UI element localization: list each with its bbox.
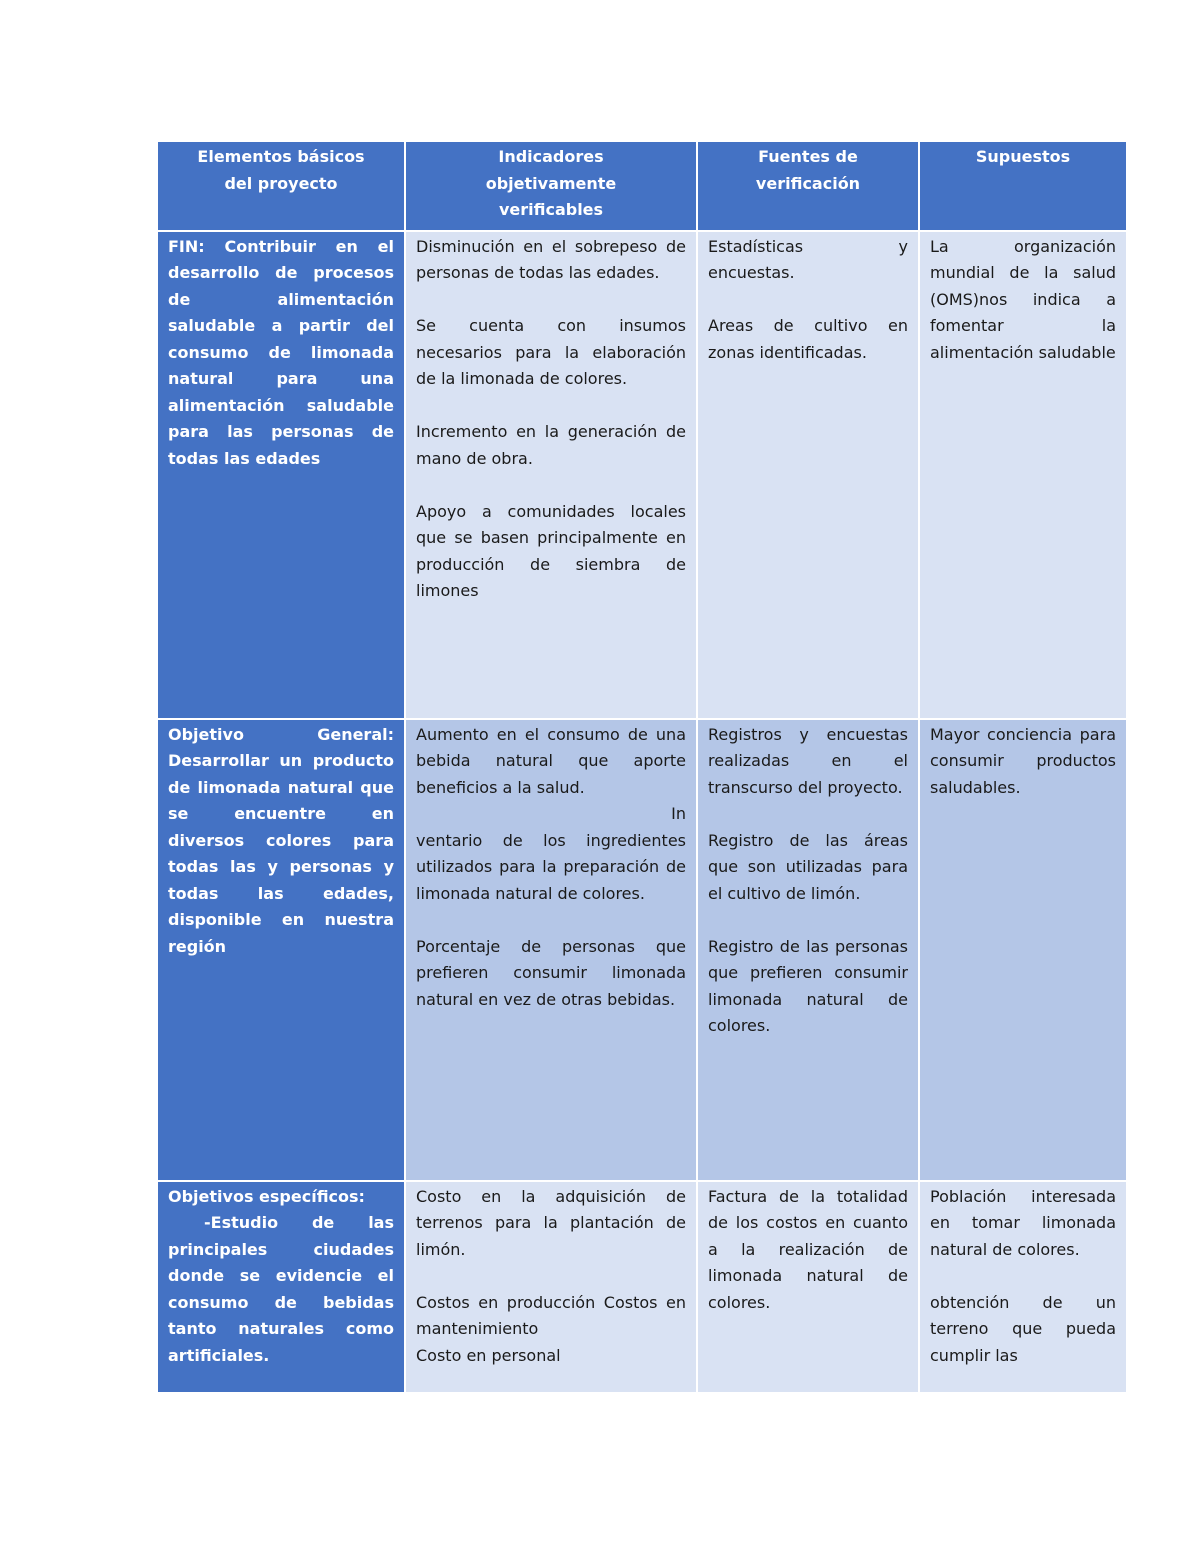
- fin-supuesto-1: La organización mundial de la salud (OMS)nos indica a fomentar la alimentación saludable: [930, 236, 1116, 362]
- general-fuente-2: Registro de las áreas que son utilizadas para el cultivo de limón.: [708, 830, 908, 903]
- especificos-fuente-1: Factura de la totalidad de los costos en cuanto a la realización de limonada natural de colores.: [708, 1186, 908, 1312]
- fin-indicadores-cell: [406, 232, 696, 718]
- especificos-indicadores-cell: [406, 1182, 696, 1392]
- general-fuente-3: Registro de las personas que prefieren consumir limonada natural de colores.: [708, 936, 908, 1035]
- objetivos-especificos-title: Objetivos específicos:: [168, 1186, 365, 1206]
- general-indicador-3: Porcentaje de personas que prefieren consumir limonada natural en vez de otras bebidas.: [416, 936, 686, 1009]
- fin-fuente-1: Estadísticas y encuestas.: [708, 236, 908, 282]
- header-row: [158, 142, 1126, 230]
- header-elementos: Elementos básicos del proyecto: [158, 142, 404, 230]
- fin-text: FIN: Contribuir en el desarrollo de procesos de alimentación saludable a partir del consumo de limonada natural para una alimentación saludable para las personas de todas las edades: [168, 236, 394, 468]
- fin-cell: [158, 232, 404, 718]
- general-supuesto-1: Mayor conciencia para consumir productos saludables.: [930, 724, 1116, 797]
- logical-framework-table: [156, 140, 1128, 1394]
- header-fuentes: Fuentes de verificación: [698, 142, 918, 230]
- fin-indicador-1: Disminución en el sobrepeso de personas de todas las edades.: [416, 236, 686, 282]
- general-fuentes-cell: [698, 720, 918, 1180]
- objetivos-especificos-cell: [158, 1182, 404, 1392]
- objetivo-general-cell: [158, 720, 404, 1180]
- header-supuestos: Supuestos: [920, 142, 1126, 230]
- objetivos-especificos-text: -Estudio de las principales ciudades donde se evidencie el consumo de bebidas tanto naturales como artificiales.: [168, 1213, 394, 1365]
- especificos-indicador-1: Costo en la adquisición de terrenos para la plantación de limón.: [416, 1186, 686, 1259]
- general-indicador-1: Aumento en el consumo de una bebida natural que aporte beneficios a la salud.: [416, 724, 686, 797]
- especificos-indicador-3: Costo en personal: [416, 1345, 561, 1365]
- header-indicadores: Indicadores objetivamente verificables: [406, 142, 696, 230]
- fin-indicador-3: Incremento en la generación de mano de obra.: [416, 422, 686, 468]
- table-row-objetivo-general: [158, 720, 1126, 1180]
- fin-indicador-4: Apoyo a comunidades locales que se basen principalmente en producción de siembra de limones: [416, 501, 686, 600]
- objetivo-general-text: Objetivo General: Desarrollar un producto de limonada natural que se encuentre en diversos colores para todas las y personas y todas las edades, disponible en nuestra región: [168, 724, 394, 956]
- general-indicador-2a: In: [671, 804, 686, 823]
- general-fuente-1: Registros y encuestas realizadas en el transcurso del proyecto.: [708, 724, 908, 797]
- especificos-supuesto-1: Población interesada en tomar limonada natural de colores.: [930, 1186, 1116, 1259]
- fin-fuentes-cell: [698, 232, 918, 718]
- general-indicador-2b: ventario de los ingredientes utilizados para la preparación de limonada natural de colores.: [416, 830, 686, 903]
- table-row-fin: [158, 232, 1126, 718]
- general-supuestos-cell: [920, 720, 1126, 1180]
- fin-supuestos-cell: [920, 232, 1126, 718]
- especificos-supuesto-2: obtención de un terreno que pueda cumplir las: [930, 1292, 1116, 1365]
- general-indicadores-cell: [406, 720, 696, 1180]
- table-row-objetivos-especificos: [158, 1182, 1126, 1392]
- especificos-indicador-2: Costos en producción Costos en mantenimiento: [416, 1292, 686, 1338]
- especificos-fuentes-cell: [698, 1182, 918, 1392]
- especificos-supuestos-cell: [920, 1182, 1126, 1392]
- fin-indicador-2: Se cuenta con insumos necesarios para la elaboración de la limonada de colores.: [416, 316, 686, 388]
- fin-fuente-2: Areas de cultivo en zonas identificadas.: [708, 316, 908, 362]
